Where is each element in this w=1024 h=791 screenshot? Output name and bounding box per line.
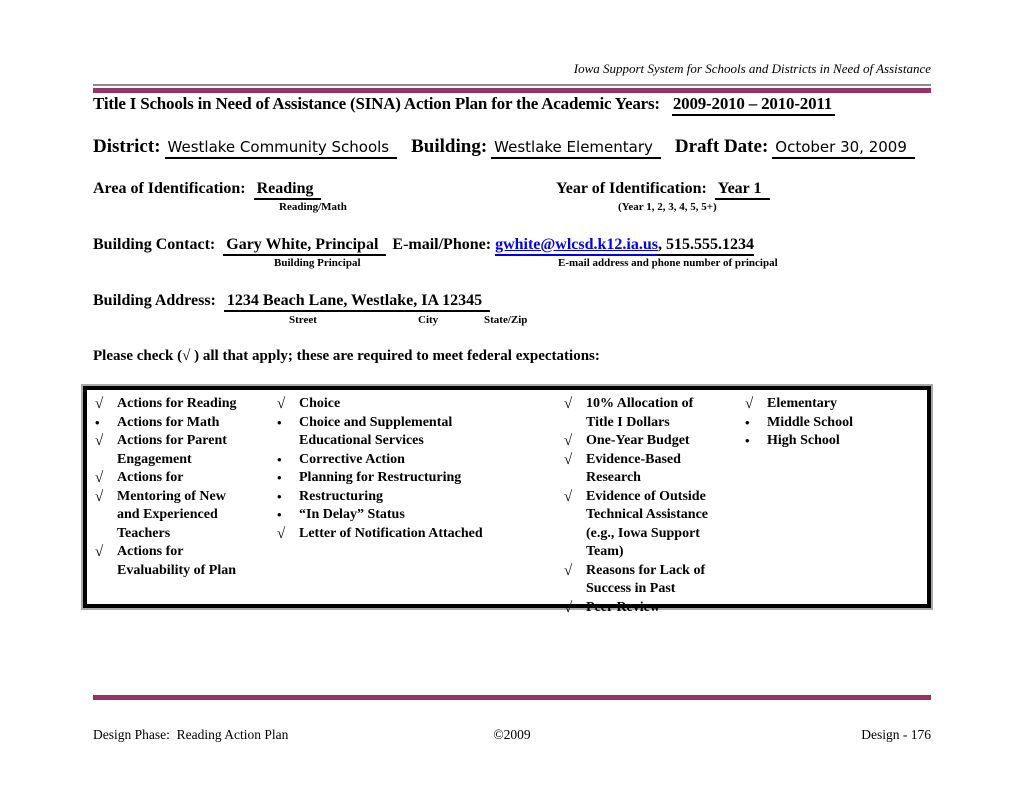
check-mark-icon: √ — [95, 396, 104, 412]
address-city-hint: City — [418, 314, 439, 326]
checklist-line — [277, 488, 483, 507]
marker-spacer — [95, 562, 117, 581]
checklist-line — [277, 414, 483, 433]
checklist-line — [745, 414, 853, 433]
checklist-line-text: Actions for — [117, 544, 184, 559]
bullet-icon: • — [277, 507, 282, 522]
checklist-line — [95, 451, 237, 470]
building-contact-row — [93, 236, 754, 254]
contact-hint: Building Principal — [274, 257, 361, 269]
checklist-line — [277, 432, 483, 451]
checklist-line-text: Engagement — [117, 451, 192, 467]
checklist-line — [564, 395, 708, 414]
checklist-line — [95, 469, 237, 488]
marker-spacer — [95, 451, 117, 470]
bullet-icon: • — [277, 414, 282, 430]
checklist-line — [95, 506, 237, 525]
checklist-line-text: Reasons for Lack of — [586, 562, 706, 578]
checklist-line-text: Restructuring — [299, 488, 383, 504]
checklist-line — [564, 543, 708, 562]
email-phone-hint: E-mail address and phone number of principal — [558, 257, 778, 269]
checklist-line — [564, 488, 708, 507]
checklist-line-text: Mentoring of New — [117, 488, 226, 504]
area-hint: Reading/Math — [279, 201, 347, 213]
checklist-line-text: “In Delay” Status — [299, 507, 405, 522]
checklist-column-4 — [745, 395, 853, 451]
bullet-icon: • — [277, 451, 282, 467]
footer-page-number: Design - 176 — [861, 727, 931, 742]
checklist-line — [564, 414, 708, 433]
checklist-line — [564, 469, 708, 488]
check-mark-icon: √ — [95, 544, 104, 560]
checklist-line-text: Corrective Action — [299, 451, 405, 467]
checklist-line — [277, 506, 483, 525]
district-label: District: — [93, 136, 161, 157]
checklist-line — [564, 451, 708, 470]
checklist-line-text: Elementary — [767, 396, 837, 411]
checklist-line — [95, 543, 237, 562]
checklist-line — [564, 562, 708, 581]
checklist-line-text: Actions for Parent — [117, 433, 227, 448]
contact-label: Building Contact: — [93, 236, 216, 253]
checklist-line — [745, 432, 853, 451]
year-field: Year 1 — [715, 180, 770, 200]
checklist-line — [277, 451, 483, 470]
marker-spacer — [95, 506, 117, 525]
checklist-line-text: Evaluability of Plan — [117, 562, 237, 578]
checklist-line-text: Title I Dollars — [586, 414, 670, 430]
check-mark-icon: √ — [745, 396, 754, 412]
checklist-line-text: Middle School — [767, 414, 853, 430]
checklist-line-text: Choice — [299, 396, 341, 411]
marker-spacer — [564, 506, 586, 525]
marker-spacer — [564, 543, 586, 562]
bullet-icon: • — [277, 470, 282, 485]
header-rule — [93, 84, 931, 93]
checklist-line — [564, 580, 708, 599]
address-field: 1234 Beach Lane, Westlake, IA 12345 — [224, 292, 490, 312]
checklist-line — [564, 525, 708, 544]
checklist-column-2 — [277, 395, 483, 543]
bullet-icon: • — [95, 414, 100, 430]
checklist-line-text: High School — [767, 433, 840, 448]
checklist-line-text: (e.g., Iowa Support — [586, 525, 700, 541]
building-address-row — [93, 292, 490, 310]
checklist-line-text: Actions for — [117, 470, 184, 485]
area-label: Area of Identification: — [93, 180, 246, 197]
checklist-line-text: Success in Past — [586, 581, 676, 596]
year-of-identification-row — [556, 180, 770, 198]
year-hint: (Year 1, 2, 3, 4, 5, 5+) — [618, 201, 717, 213]
checklist-line-text: Actions for Math — [117, 414, 220, 430]
phone-field: , 515.555.1234 — [658, 236, 754, 256]
checklist-line-text: Letter of Notification Attached — [299, 525, 483, 541]
checklist-line-text: Evidence of Outside — [586, 488, 706, 504]
checklist-line — [277, 395, 483, 414]
checklist-line — [564, 506, 708, 525]
checklist-line-text: Choice and Supplemental — [299, 414, 453, 430]
checklist-line — [95, 395, 237, 414]
checklist-line — [95, 432, 237, 451]
page-title-text: Title I Schools in Need of Assistance (SINA) Action Plan for the Academic Years: — [93, 94, 660, 113]
page-title — [93, 94, 835, 114]
checklist-line — [564, 599, 708, 618]
checklist-line — [277, 469, 483, 488]
header-rule-maroon-line — [93, 88, 931, 93]
checklist-line-text: Research — [586, 470, 641, 485]
address-state-zip-hint: State/Zip — [484, 314, 528, 326]
bullet-icon: • — [745, 414, 750, 430]
checklist-line-text: 10% Allocation of — [586, 396, 694, 411]
footer-copyright: ©2009 — [493, 727, 531, 742]
check-mark-icon: √ — [95, 470, 104, 486]
checklist-line-text: Team) — [586, 544, 624, 559]
check-mark-icon: √ — [277, 525, 286, 542]
check-mark-icon: √ — [564, 488, 573, 505]
checklist-line-text: Technical Assistance — [586, 507, 708, 522]
checklist-line-text: Educational Services — [299, 433, 424, 448]
check-mark-icon: √ — [564, 562, 573, 579]
address-street-hint: Street — [289, 314, 317, 326]
header-tagline: Iowa Support System for Schools and Districts in Need of Assistance — [573, 61, 931, 76]
building-field: Westlake Elementary — [491, 138, 661, 159]
email-link[interactable]: gwhite@wlcsd.k12.ia.us — [495, 236, 658, 256]
checklist-line — [564, 432, 708, 451]
checklist-line-text: Planning for Restructuring — [299, 470, 462, 485]
check-mark-icon: √ — [95, 488, 104, 505]
checklist-column-1 — [95, 395, 237, 580]
footer-rule — [93, 695, 931, 700]
district-field: Westlake Community Schools — [165, 138, 398, 159]
check-mark-icon: √ — [564, 433, 573, 449]
checklist-line-text: Evidence-Based — [586, 451, 681, 467]
contact-field: Gary White, Principal — [223, 236, 386, 256]
check-mark-icon: √ — [564, 599, 573, 616]
checklist-line — [95, 414, 237, 433]
marker-spacer — [564, 414, 586, 433]
check-mark-icon: √ — [564, 396, 573, 412]
area-field: Reading — [254, 180, 322, 200]
checklist-column-3 — [564, 395, 708, 617]
check-mark-icon: √ — [564, 451, 573, 468]
academic-years-value: 2009-2010 – 2010-2011 — [672, 94, 835, 116]
checklist-instruction: Please check (√ ) all that apply; these are required to meet federal expectations: — [93, 348, 600, 364]
district-row — [93, 136, 929, 158]
marker-spacer — [277, 432, 299, 451]
checklist-line-text: and Experienced — [117, 507, 218, 522]
check-mark-icon: √ — [95, 433, 104, 449]
checklist-line — [95, 488, 237, 507]
email-phone-label: E-mail/Phone: — [392, 236, 492, 253]
checklist-line — [745, 395, 853, 414]
checklist-line-text: Teachers — [117, 525, 171, 541]
marker-spacer — [564, 525, 586, 544]
checklist-line — [95, 562, 237, 581]
marker-spacer — [564, 580, 586, 599]
checklist-box — [83, 386, 931, 616]
check-mark-icon: √ — [277, 396, 286, 412]
checklist-line — [95, 525, 237, 544]
marker-spacer — [564, 469, 586, 488]
footer-design-phase: Design Phase: Reading Action Plan — [93, 727, 289, 742]
draft-date-field: October 30, 2009 — [772, 138, 915, 159]
marker-spacer — [95, 525, 117, 544]
area-of-identification-row — [93, 180, 321, 198]
draft-date-label: Draft Date: — [674, 136, 769, 157]
building-label: Building: — [411, 136, 488, 157]
bullet-icon: • — [277, 488, 282, 504]
address-label: Building Address: — [93, 292, 216, 309]
year-label: Year of Identification: — [556, 180, 707, 197]
checklist-line — [277, 525, 483, 544]
checklist-line-text: Actions for Reading — [117, 396, 237, 411]
bullet-icon: • — [745, 433, 750, 448]
checklist-line-text: One-Year Budget — [586, 433, 690, 448]
checklist-line-text: Peer Review — [586, 599, 660, 615]
